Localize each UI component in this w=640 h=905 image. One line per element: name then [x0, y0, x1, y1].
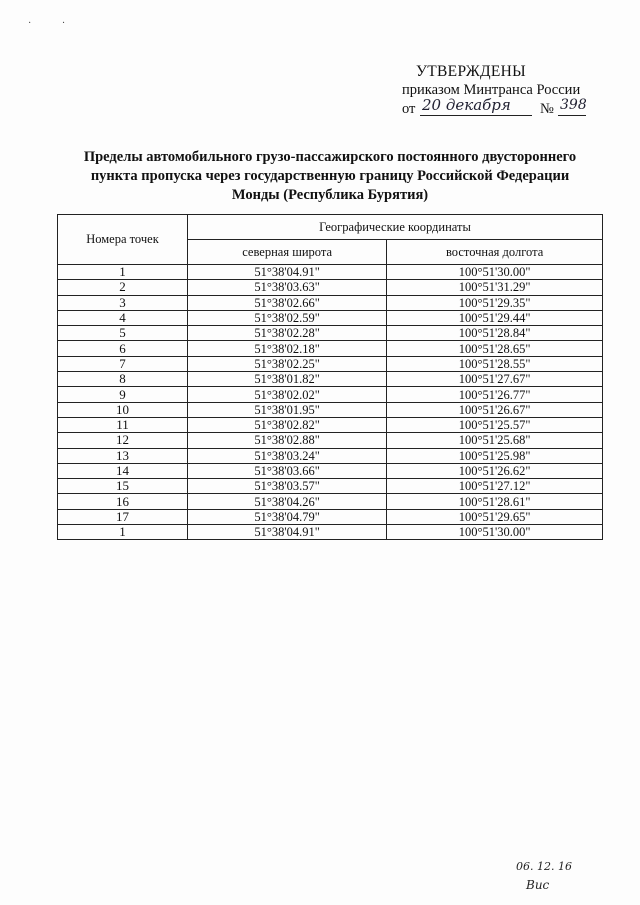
- longitude-cell: 100°51'29.35": [387, 295, 603, 310]
- longitude-cell: 100°51'25.57": [387, 417, 603, 432]
- table-row: [58, 463, 603, 478]
- title-line-3: Монды (Республика Бурятия): [231, 187, 429, 203]
- latitude-cell: 51°38'04.91": [188, 265, 387, 280]
- header-north-latitude: северная широта: [188, 240, 387, 265]
- point-number-cell: 4: [58, 310, 188, 325]
- latitude-cell: 51°38'02.28": [188, 326, 387, 341]
- longitude-cell: 100°51'27.12": [387, 479, 603, 494]
- coordinates-table: [57, 214, 603, 540]
- table-row: [58, 509, 603, 524]
- longitude-cell: 100°51'25.98": [387, 448, 603, 463]
- latitude-cell: 51°38'02.02": [188, 387, 387, 402]
- table-body: [58, 265, 603, 540]
- table-row: [58, 417, 603, 432]
- longitude-cell: 100°51'28.61": [387, 494, 603, 509]
- point-number-cell: 7: [58, 356, 188, 371]
- latitude-cell: 51°38'02.59": [188, 310, 387, 325]
- table-row: [58, 265, 603, 280]
- latitude-cell: 51°38'02.25": [188, 356, 387, 371]
- longitude-cell: 100°51'26.67": [387, 402, 603, 417]
- table-row: [58, 295, 603, 310]
- latitude-cell: 51°38'02.66": [188, 295, 387, 310]
- point-number-cell: 15: [58, 479, 188, 494]
- point-number-cell: 10: [58, 402, 188, 417]
- longitude-cell: 100°51'28.84": [387, 326, 603, 341]
- header-point-numbers: Номера точек: [58, 215, 188, 265]
- header-geo-coordinates: Географические координаты: [188, 215, 603, 240]
- footer-handwritten: [516, 858, 572, 894]
- table-row: [58, 387, 603, 402]
- latitude-cell: 51°38'03.24": [188, 448, 387, 463]
- point-number-cell: 5: [58, 326, 188, 341]
- title-line-1: Пределы автомобильного грузо-пассажирского постоянного двустороннего: [83, 149, 577, 165]
- point-number-cell: 17: [58, 509, 188, 524]
- approval-number-handwritten: 398: [560, 97, 587, 113]
- header-east-longitude: восточная долгота: [387, 240, 603, 265]
- point-number-cell: 16: [58, 494, 188, 509]
- approval-date-number-line: [402, 96, 602, 122]
- table-row: [58, 356, 603, 371]
- approval-from-label: от: [402, 101, 416, 117]
- longitude-cell: 100°51'30.00": [387, 265, 603, 280]
- latitude-cell: 51°38'03.57": [188, 479, 387, 494]
- table-row: [58, 326, 603, 341]
- approval-order-line: приказом Минтранса России: [402, 82, 581, 98]
- longitude-cell: 100°51'26.62": [387, 463, 603, 478]
- approval-date-handwritten: 20 декабря: [422, 96, 511, 114]
- point-number-cell: 3: [58, 295, 188, 310]
- table-row: [58, 341, 603, 356]
- number-underline: [558, 115, 586, 116]
- point-number-cell: 9: [58, 387, 188, 402]
- table-row: [58, 402, 603, 417]
- longitude-cell: 100°51'28.55": [387, 356, 603, 371]
- table-row: [58, 280, 603, 295]
- table-row: [58, 525, 603, 540]
- table-row: [58, 433, 603, 448]
- point-number-cell: 13: [58, 448, 188, 463]
- latitude-cell: 51°38'02.82": [188, 417, 387, 432]
- point-number-cell: 11: [58, 417, 188, 432]
- longitude-cell: 100°51'29.65": [387, 509, 603, 524]
- latitude-cell: 51°38'03.66": [188, 463, 387, 478]
- latitude-cell: 51°38'02.18": [188, 341, 387, 356]
- point-number-cell: 6: [58, 341, 188, 356]
- longitude-cell: 100°51'26.77": [387, 387, 603, 402]
- longitude-cell: 100°51'27.67": [387, 372, 603, 387]
- longitude-cell: 100°51'30.00": [387, 525, 603, 540]
- approval-heading: УТВЕРЖДЕНЫ: [416, 63, 526, 80]
- latitude-cell: 51°38'04.26": [188, 494, 387, 509]
- table-row: [58, 494, 603, 509]
- approval-block: [402, 62, 602, 122]
- date-underline: [420, 115, 532, 116]
- table-row: [58, 448, 603, 463]
- table-row: [58, 479, 603, 494]
- point-number-cell: 12: [58, 433, 188, 448]
- latitude-cell: 51°38'04.91": [188, 525, 387, 540]
- title-line-2: пункта пропуска через государственную границу Российской Федерации: [90, 168, 570, 184]
- latitude-cell: 51°38'02.88": [188, 433, 387, 448]
- point-number-cell: 1: [58, 525, 188, 540]
- scan-specks: · ·: [28, 18, 80, 29]
- point-number-cell: 1: [58, 265, 188, 280]
- point-number-cell: 8: [58, 372, 188, 387]
- latitude-cell: 51°38'03.63": [188, 280, 387, 295]
- longitude-cell: 100°51'29.44": [387, 310, 603, 325]
- latitude-cell: 51°38'01.82": [188, 372, 387, 387]
- longitude-cell: 100°51'28.65": [387, 341, 603, 356]
- latitude-cell: 51°38'04.79": [188, 509, 387, 524]
- approval-number-label: №: [540, 101, 554, 117]
- document-title: [40, 148, 620, 205]
- point-number-cell: 14: [58, 463, 188, 478]
- longitude-cell: 100°51'31.29": [387, 280, 603, 295]
- point-number-cell: 2: [58, 280, 188, 295]
- table-row: [58, 310, 603, 325]
- longitude-cell: 100°51'25.68": [387, 433, 603, 448]
- footer-handwritten-date: 06. 12. 16: [516, 860, 572, 873]
- latitude-cell: 51°38'01.95": [188, 402, 387, 417]
- footer-signature: Вис: [526, 878, 550, 892]
- table-row: [58, 372, 603, 387]
